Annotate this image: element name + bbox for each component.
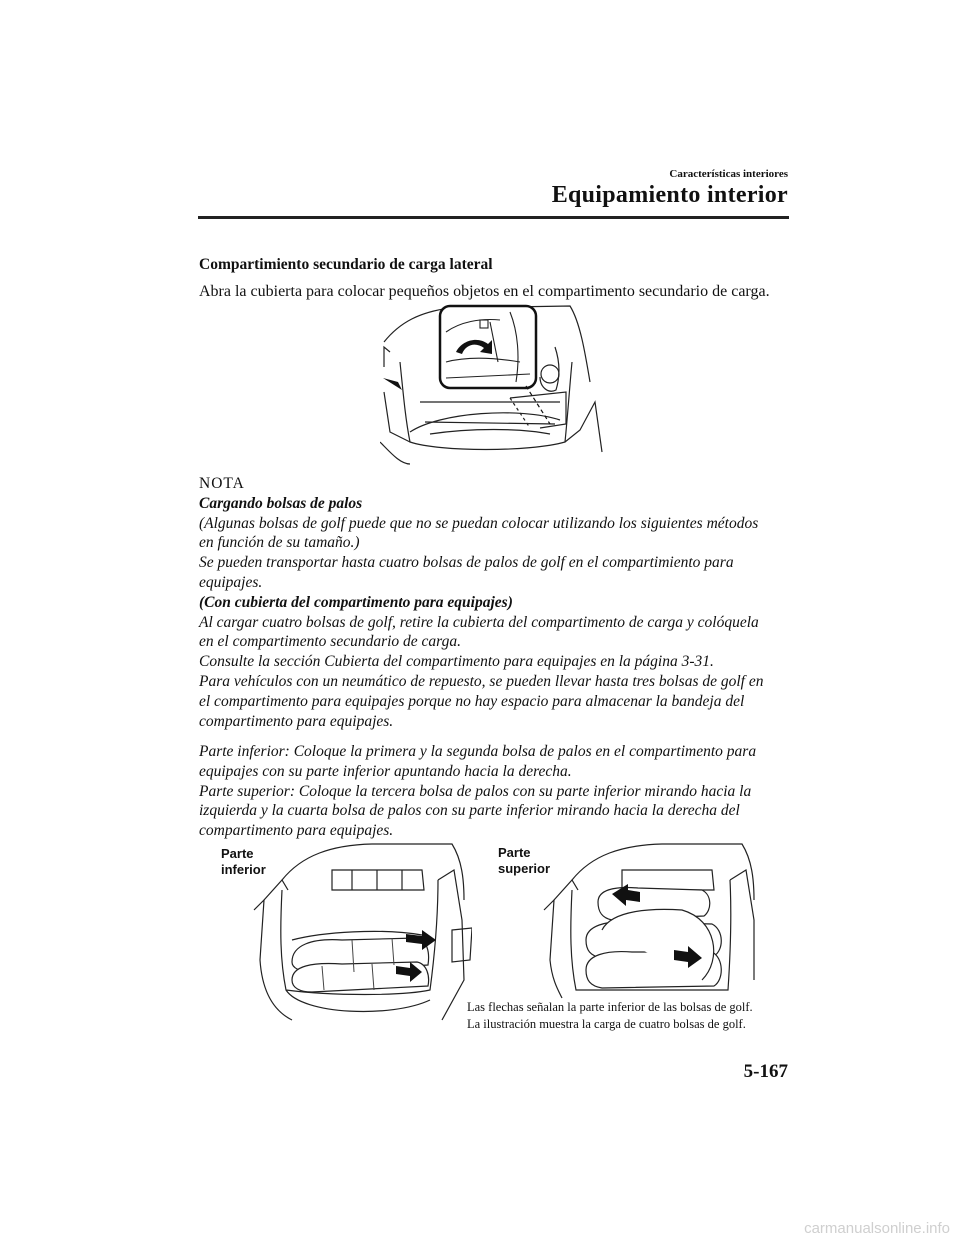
note-condition: (Con cubierta del compartimento para equipajes) bbox=[199, 593, 513, 611]
note-line: Parte superior: Coloque la tercera bolsa de palos con su parte inferior mirando hacia la bbox=[199, 782, 752, 800]
golf-bags-upper-illustration bbox=[542, 840, 762, 1000]
note-line: Para vehículos con un neumático de repuesto, se pueden llevar hasta tres bolsas de golf en bbox=[199, 672, 764, 690]
section-intro: Abra la cubierta para colocar pequeños objetos en el compartimento secundario de carga. bbox=[199, 283, 770, 300]
figure-caption: Las flechas señalan la parte inferior de las bolsas de golf. bbox=[467, 1000, 753, 1014]
side-compartment-illustration bbox=[380, 302, 605, 469]
label-lower-line1: Parte bbox=[221, 846, 254, 861]
label-upper-line2: superior bbox=[498, 861, 551, 876]
note-line: (Algunas bolsas de golf puede que no se puedan colocar utilizando los siguientes métodos bbox=[199, 514, 759, 532]
note-line: en función de su tamaño.) bbox=[199, 534, 360, 552]
note-line: el compartimento para equipajes porque no hay espacio para almacenar la bandeja del bbox=[199, 692, 745, 710]
header-chapter-title: Equipamiento interior bbox=[551, 182, 788, 208]
page-number: 5-167 bbox=[743, 1061, 788, 1082]
label-upper-line1: Parte bbox=[498, 845, 531, 860]
figure-caption: La ilustración muestra la carga de cuatro bolsas de golf. bbox=[467, 1017, 746, 1031]
golf-bags-lower-illustration bbox=[252, 840, 472, 1025]
note-line: equipajes con su parte inferior apuntando hacia la derecha. bbox=[199, 762, 572, 780]
note-line: equipajes. bbox=[199, 573, 263, 591]
note-subheading: Cargando bolsas de palos bbox=[199, 494, 363, 512]
note-line: Parte inferior: Coloque la primera y la segunda bolsa de palos en el compartimento para bbox=[199, 743, 757, 760]
note-loading-instructions bbox=[199, 742, 789, 841]
note-line: en el compartimento secundario de carga. bbox=[199, 633, 462, 651]
note-heading: NOTA bbox=[199, 475, 245, 492]
header-rule bbox=[198, 216, 789, 219]
note-line: compartimento para equipajes. bbox=[199, 712, 394, 730]
note-line: Consulte la sección Cubierta del compartimento para equipajes en la página 3-31. bbox=[199, 653, 714, 671]
section-title: Compartimiento secundario de carga lateral bbox=[199, 256, 493, 273]
watermark: carmanualsonline.info bbox=[804, 1220, 950, 1237]
note-line: Al cargar cuatro bolsas de golf, retire la cubierta del compartimento de carga y colóquela bbox=[199, 613, 759, 631]
label-lower-line2: inferior bbox=[221, 862, 266, 877]
note-line: compartimento para equipajes. bbox=[199, 822, 394, 840]
note-line: Se pueden transportar hasta cuatro bolsas de palos de golf en el compartimiento para bbox=[199, 554, 734, 572]
note-line: izquierda y la cuarta bolsa de palos con su parte inferior mirando hacia la derecha del bbox=[199, 802, 740, 820]
header-section-title: Características interiores bbox=[669, 168, 788, 180]
note-block bbox=[199, 474, 789, 731]
